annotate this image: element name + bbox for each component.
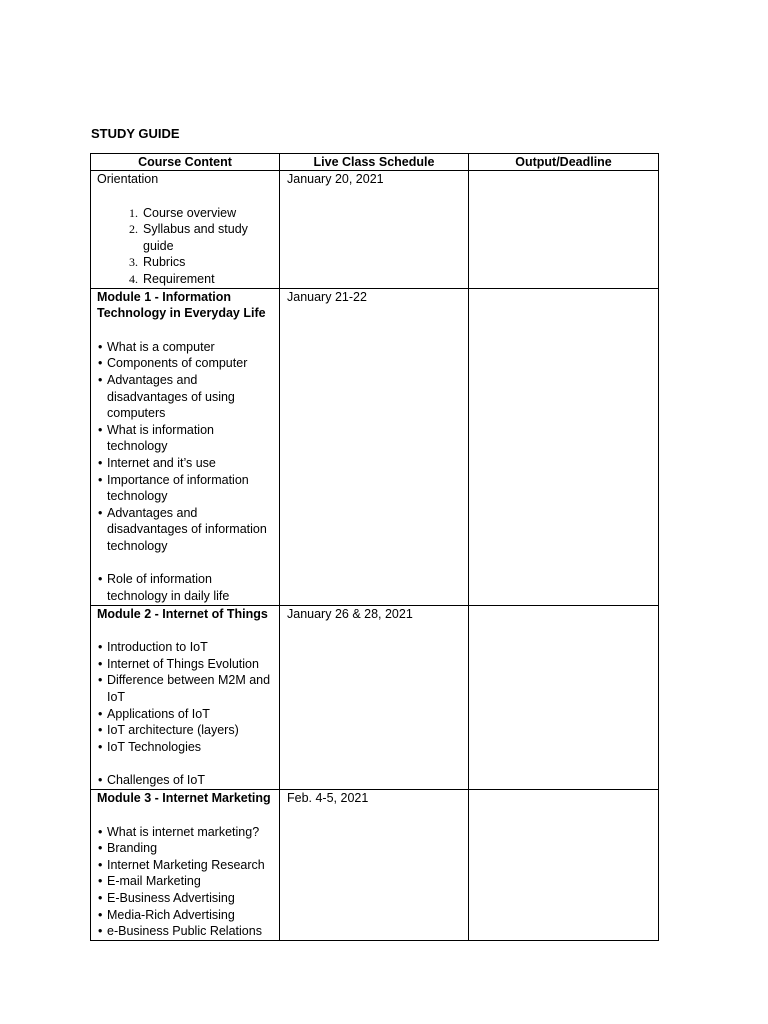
numbered-list: [97, 205, 273, 288]
page-title: STUDY GUIDE: [91, 126, 180, 141]
list-item: • Components of computer: [107, 355, 273, 372]
output-deadline-cell: [469, 790, 659, 941]
table-row: [91, 790, 659, 941]
table-row: [91, 605, 659, 789]
row-title: Module 1 - Information Technology in Everyday Life: [97, 289, 266, 321]
list-item: • Advantages and disadvantages of using computers: [107, 372, 273, 422]
list-item: • Difference between M2M and IoT: [107, 672, 273, 705]
bullet-list: [97, 339, 273, 555]
output-deadline-cell: [469, 605, 659, 789]
table-row: [91, 288, 659, 605]
row-title: Module 3 - Internet Marketing: [97, 791, 271, 805]
table-header-row: [91, 154, 659, 171]
list-item: • IoT architecture (layers): [107, 722, 273, 739]
study-guide-table: [90, 153, 659, 941]
list-item: • Internet and it’s use: [107, 455, 273, 472]
header-output-deadline: Output/Deadline: [469, 154, 659, 171]
output-deadline-cell: [469, 171, 659, 289]
header-course-content: Course Content: [91, 154, 280, 171]
list-item: • e-Business Public Relations: [107, 923, 273, 940]
list-item: • IoT Technologies: [107, 739, 273, 756]
schedule-date: January 21-22: [287, 289, 367, 304]
bullet-list: [97, 639, 273, 755]
course-content-cell: [91, 605, 280, 789]
schedule-cell: [280, 171, 469, 289]
schedule-cell: [280, 790, 469, 941]
schedule-date: January 26 & 28, 2021: [287, 606, 413, 621]
list-item: 1. Course overview: [141, 205, 273, 222]
row-title: Orientation: [97, 172, 159, 186]
list-item: • E-Business Advertising: [107, 890, 273, 907]
list-item: 3. Rubrics: [141, 254, 273, 271]
list-item: • E-mail Marketing: [107, 873, 273, 890]
output-deadline-cell: [469, 288, 659, 605]
schedule-cell: [280, 288, 469, 605]
list-item: • What is a computer: [107, 339, 273, 356]
list-item: • Challenges of IoT: [107, 772, 273, 789]
list-item: • Introduction to IoT: [107, 639, 273, 656]
schedule-cell: [280, 605, 469, 789]
bullet-list: [97, 571, 273, 604]
schedule-date: Feb. 4-5, 2021: [287, 791, 369, 805]
bullet-list: [97, 824, 273, 940]
row-title: Module 2 - Internet of Things: [97, 606, 268, 621]
table-row: [91, 171, 659, 289]
schedule-date: January 20, 2021: [287, 172, 384, 186]
list-item: • Internet Marketing Research: [107, 857, 273, 874]
bullet-list: [97, 772, 273, 789]
list-item: • What is internet marketing?: [107, 824, 273, 841]
list-item: 4. Requirement: [141, 271, 273, 288]
list-item: • Importance of information technology: [107, 472, 273, 505]
list-item: • Internet of Things Evolution: [107, 656, 273, 673]
course-content-cell: [91, 171, 280, 289]
course-content-cell: [91, 790, 280, 941]
list-item: • What is information technology: [107, 422, 273, 455]
list-item: • Media-Rich Advertising: [107, 907, 273, 924]
list-item: • Applications of IoT: [107, 706, 273, 723]
list-item: 2. Syllabus and study guide: [141, 221, 273, 254]
list-item: • Advantages and disadvantages of information technology: [107, 505, 273, 555]
list-item: • Branding: [107, 840, 273, 857]
course-content-cell: [91, 288, 280, 605]
header-live-class-schedule: Live Class Schedule: [280, 154, 469, 171]
list-item: • Role of information technology in daily life: [107, 571, 273, 604]
